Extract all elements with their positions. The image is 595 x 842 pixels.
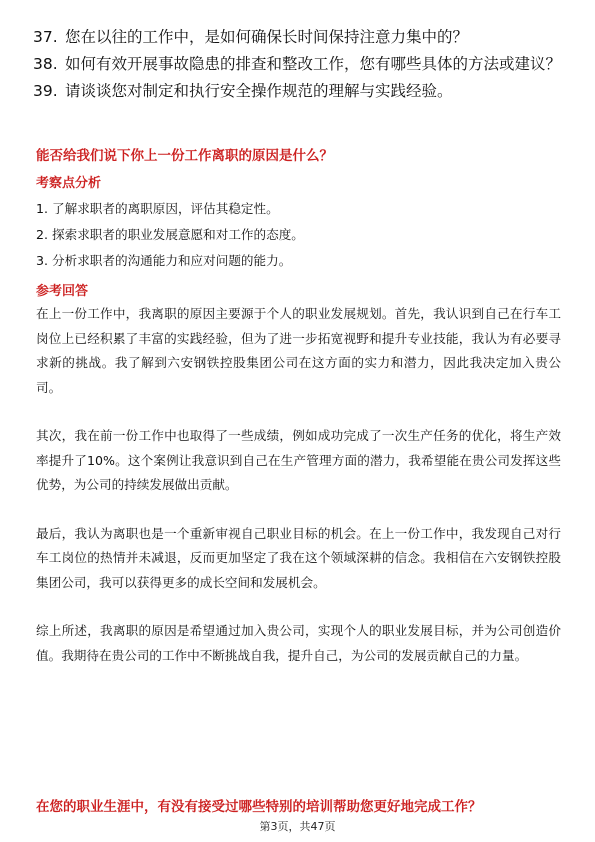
question-text: 请谈谈您对制定和执行安全操作规范的理解与实践经验。 [65, 82, 453, 100]
answer-paragraph: 最后，我认为离职也是一个重新审视自己职业目标的机会。在上一份工作中，我发现自己对行车工岗位的热情并未减退，反而更加坚定了我在这个领域深耕的信念。我相信在六安钢铁控股集团公司，我可以获得更多的成长空间和发展机会。 [36, 525, 561, 590]
answer-paragraph: 其次，我在前一份工作中也取得了一些成绩，例如成功完成了一次生产任务的优化，将生产效率提升了10%。这个案例让我意识到自己在生产管理方面的潜力，我希望能在贵公司发挥这些优势，为公司的持续发展做出贡献。 [36, 428, 561, 492]
question-number: 38. [33, 55, 58, 73]
interview-question-section [36, 146, 561, 668]
previous-question-list [33, 26, 563, 107]
next-question-section [36, 797, 561, 817]
analysis-heading: 考察点分析 [36, 176, 102, 191]
interview-question-heading: 能否给我们说下你上一份工作离职的原因是什么？ [36, 148, 333, 164]
question-item-38 [33, 53, 563, 75]
answer-paragraph: 综上所述，我离职的原因是希望通过加入贵公司，实现个人的职业发展目标，并为公司创造价值。我期待在贵公司的工作中不断挑战自我，提升自己，为公司的发展贡献自己的力量。 [36, 623, 561, 663]
question-item-39 [33, 80, 563, 102]
analysis-point: 3. 分析求职者的沟通能力和应对问题的能力。 [36, 253, 292, 268]
question-item-37 [33, 26, 563, 48]
page-footer: 第3页，共47页 [259, 820, 336, 833]
question-text: 如何有效开展事故隐患的排查和整改工作，您有哪些具体的方法或建议？ [65, 55, 562, 73]
question-number: 37. [33, 28, 58, 46]
analysis-point: 2. 探索求职者的职业发展意愿和对工作的态度。 [36, 227, 304, 242]
answer-paragraph: 在上一份工作中，我离职的原因主要源于个人的职业发展规划。首先，我认识到自己在行车工岗位上已经积累了丰富的实践经验，但为了进一步拓宽视野和提升专业技能，我认为有必要寻求新的挑战。我了解到六安钢铁控股集团公司在这方面的实力和潜力，因此我决定加入贵公司。 [36, 306, 561, 395]
question-text: 您在以往的工作中，是如何确保长时间保持注意力集中的？ [65, 28, 469, 46]
answer-body [36, 302, 561, 668]
answer-heading: 参考回答 [36, 284, 89, 299]
analysis-points-list [36, 200, 561, 270]
question-number: 39. [33, 82, 58, 100]
analysis-point: 1. 了解求职者的离职原因，评估其稳定性。 [36, 201, 279, 216]
next-question-heading: 在您的职业生涯中，有没有接受过哪些特别的培训帮助您更好地完成工作？ [36, 799, 482, 815]
